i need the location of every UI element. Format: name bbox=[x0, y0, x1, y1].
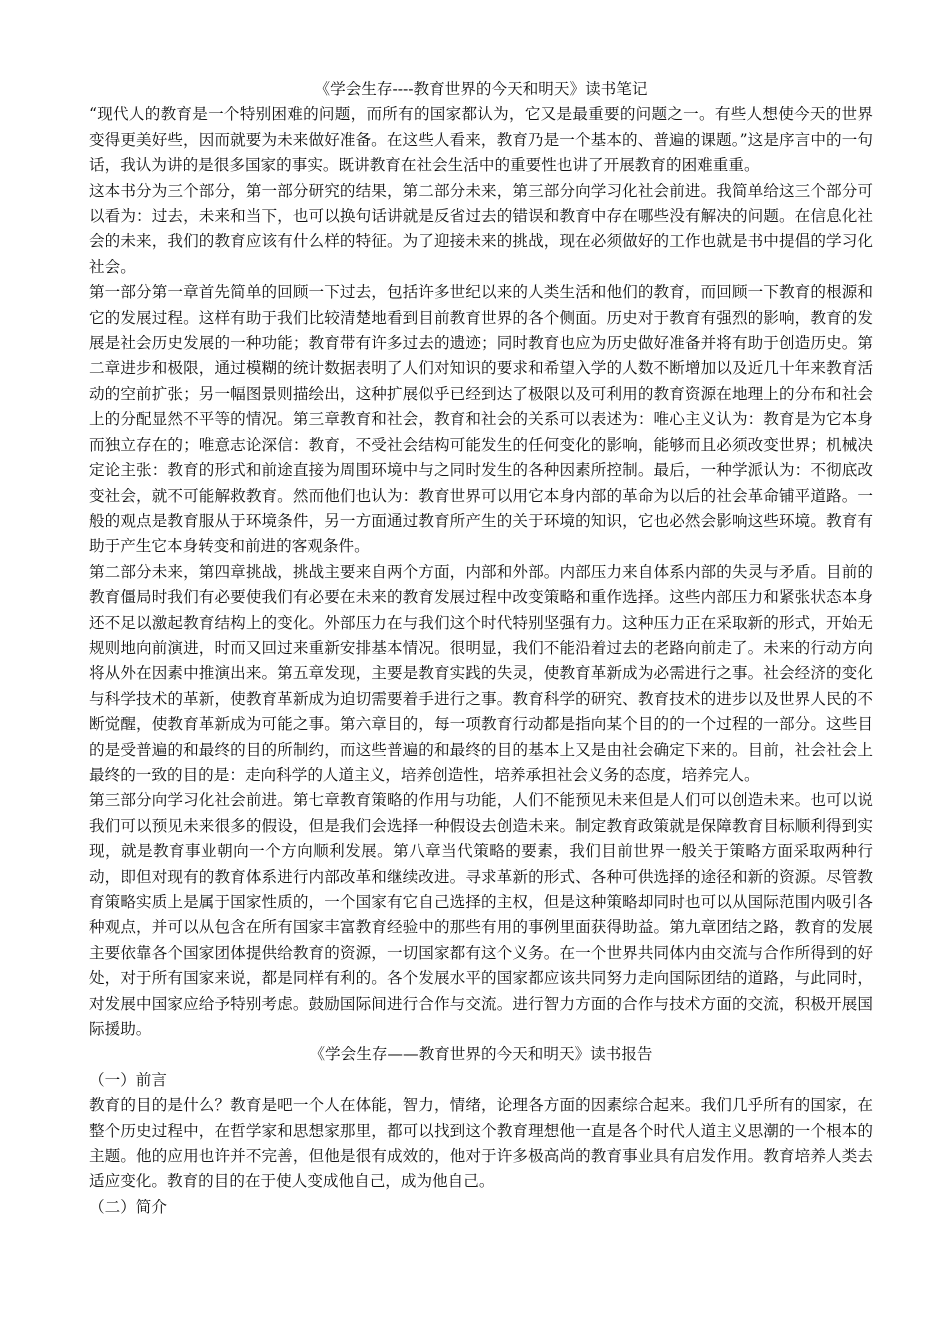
notes-title: 《学会生存----教育世界的今天和明天》读书笔记 bbox=[314, 80, 648, 98]
report-title: 《学会生存——教育世界的今天和明天》读书报告 bbox=[309, 1045, 653, 1064]
notes-paragraph-1: “现代人的教育是一个特别困难的问题，而所有的国家都认为，它又是最重要的问题之一。有些人想使今天的世界变得更美好些，因而就要为未来做好准备。在这些人看来，教育乃是一个基本的、普遍的课题。”这是序言中的一句话，我认为讲的是很多国家的事实。既讲教育在社会生活中的重要性也讲了开展教育的困难重重。 bbox=[89, 105, 873, 175]
report-section-heading-preface: （一）前言 bbox=[89, 1070, 167, 1089]
notes-paragraph-3: 第一部分第一章首先简单的回顾一下过去，包括许多世纪以来的人类生活和他们的教育，而回顾一下教育的根源和它的发展过程。这样有助于我们比较清楚地看到目前教育世界的各个侧面。历史对于教育有强烈的影响，教育的发展是社会历史发展的一种功能；教育带有许多过去的遗迹；同时教育也应为历史做好准备并将有助于创造历史。第二章进步和极限，通过模糊的统计数据表明了人们对知识的要求和希望入学的人数不断增加以及近几十年来教育活动的空前扩张；另一幅图景则描绘出，这种扩展似乎已经到达了极限以及可利用的教育资源在地理上的分布和社会上的分配显然不平等的情况。第三章教育和社会，教育和社会的关系可以表述为：唯心主义认为：教育是为它本身而独立存在的；唯意志论深信：教育，不受社会结构可能发生的任何变化的影响，能够而且必须改变世界；机械决定论主张：教育的形式和前途直接为周围环境中与之同时发生的各种因素所控制。最后，一种学派认为：不彻底改变社会，就不可能解救教育。然而他们也认为：教育世界可以用它本身内部的革命为以后的社会革命铺平道路。一般的观点是教育服从于环境条件，另一方面通过教育所产生的关于环境的知识，它也必然会影响这些环境。教育有助于产生它本身转变和前进的客观条件。 bbox=[89, 283, 873, 556]
report-section-heading-intro: （二）简介 bbox=[89, 1197, 167, 1216]
notes-paragraph-2: 这本书分为三个部分，第一部分研究的结果，第二部分未来，第三部分向学习化社会前进。我简单给这三个部分可以看为：过去，未来和当下，也可以换句话讲就是反省过去的错误和教育中存在哪些没有解决的问题。在信息化社会的未来，我们的教育应该有什么样的特征。为了迎接未来的挑战，现在必须做好的工作也就是书中提倡的学习化社会。 bbox=[89, 181, 873, 276]
report-section-text-preface: 教育的目的是什么？教育是吧一个人在体能，智力，情绪，论理各方面的因素综合起来。我们几乎所有的国家，在整个历史过程中，在哲学家和思想家那里，都可以找到这个教育理想他一直是各个时代人道主义思潮的一个根本的主题。他的应用也许并不完善，但他是很有成效的，他对于许多极高尚的教育事业具有启发作用。教育培养人类去适应变化。教育的目的在于使人变成他自己，成为他自己。 bbox=[89, 1096, 873, 1191]
notes-paragraph-4: 第二部分未来，第四章挑战，挑战主要来自两个方面，内部和外部。内部压力来自体系内部的失灵与矛盾。目前的教育僵局时我们有必要使我们有必要在未来的教育发展过程中改变策略和重作选择。这些内部压力和紧张状态本身还不足以激起教育结构上的变化。外部压力在与我们这个时代特别坚强有力。这种压力正在采取新的形式，开始无规则地向前演进，时而又回过来重新安排基本情况。很明显，我们不能沿着过去的老路向前走了。未来的行动方向将从外在因素中推演出来。第五章发现，主要是教育实践的失灵，使教育革新成为必需进行之事。社会经济的变化与科学技术的革新，使教育革新成为迫切需要着手进行之事。教育科学的研究、教育技术的进步以及世界人民的不断觉醒，使教育革新成为可能之事。第六章目的，每一项教育行动都是指向某个目的的一个过程的一部分。这些目的是受普遍的和最终的目的所制约，而这些普遍的和最终的目的基本上又是由社会确定下来的。目前，社会社会上最终的一致的目的是：走向科学的人道主义，培养创造性，培养承担社会义务的态度，培养完人。 bbox=[89, 562, 873, 784]
notes-paragraph-5: 第三部分向学习化社会前进。第七章教育策略的作用与功能，人们不能预见未来但是人们可以创造未来。也可以说我们可以预见未来很多的假设，但是我们会选择一种假设去创造未来。制定教育政策就是保障教育目标顺利得到实现，就是教育事业朝向一个方向顺利发展。第八章当代策略的要素，我们目前世界一般关于策略方面采取两种行动，即但对现有的教育体系进行内部改革和继续改进。寻求革新的形式、各种可供选择的途径和新的资源。尽管教育策略实质上是属于国家性质的，一个国家有它自己选择的主权，但是这种策略却同时也可以从国际范围内吸引各种观点，并可以从包含在所有国家丰富教育经验中的那些有用的事例里面获得助益。第九章团结之路，教育的发展主要依靠各个国家团体提供给教育的资源，一切国家都有这个义务。在一个世界共同体内由交流与合作所得到的好处，对于所有国家来说，都是同样有利的。各个发展水平的国家都应该共同努力走向国际团结的道路，与此同时，对发展中国家应给予特别考虑。鼓励国际间进行合作与交流。进行智力方面的合作与技术方面的交流，积极开展国际援助。 bbox=[89, 791, 873, 1039]
document-page bbox=[89, 77, 873, 1220]
